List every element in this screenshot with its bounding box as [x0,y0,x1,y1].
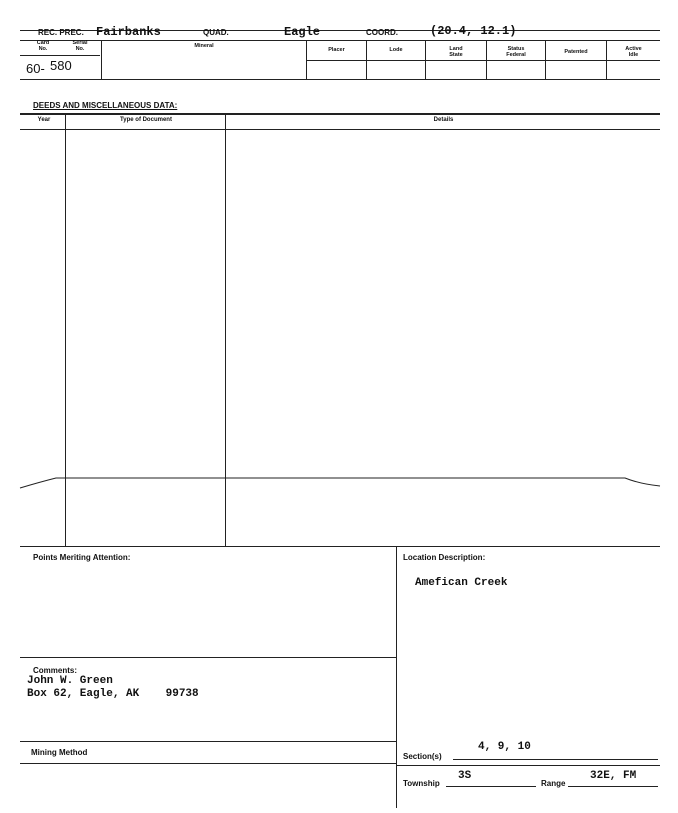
comments-label: Comments: [33,666,78,675]
land-status-header [426,46,486,58]
rec-prec-label: REC. PREC. [38,28,84,37]
range-label: Range [541,779,566,788]
deeds-type-header: Type of Document [120,117,172,123]
serial-no-header-line1: Serial [72,40,88,46]
range-underline [568,786,658,787]
header-divider-placer [306,40,307,79]
township-value: 3S [458,770,472,782]
serial-no-header-line2: No. [75,46,85,52]
rec-prec-value: Fairbanks [96,25,161,39]
range-value: 32E, FM [590,770,637,782]
serial-no-header [60,40,100,52]
quad-label: QUAD. [203,28,229,37]
card-no-header-line2: No. [38,46,48,52]
status-federal-header-line2: Federal [506,52,526,58]
header-divider-patented [545,40,546,79]
section-value: 4, 9, 10 [478,741,531,753]
header-label-rule [20,55,100,56]
patented-header: Patented [564,49,588,55]
status-federal-header-line1: Status [507,46,525,52]
deeds-year-header: Year [37,117,51,123]
land-status-header-line1: Land [449,46,463,52]
location-label: Location Description: [403,553,486,562]
mining-method-label: Mining Method [31,748,88,757]
header-bottom-rule [20,79,660,80]
coord-label: COORD. [366,28,398,37]
coord-value: (20.4, 12.1) [430,24,517,38]
township-top-rule [396,765,660,766]
township-underline [446,786,536,787]
card-no-value: 60- [26,61,45,76]
placer-header: Placer [328,47,345,53]
comments-line2: Box 62, Eagle, AK 99738 [27,688,199,700]
header-divider-lode [366,40,367,79]
township-label: Township [403,779,440,788]
header-sub-rule [20,40,660,41]
deeds-section-title: DEEDS AND MISCELLANEOUS DATA: [33,101,178,110]
card-no-header [26,40,60,52]
land-status-header-line2: State [449,52,463,58]
deeds-details-header: Details [433,117,454,123]
comments-line1: John W. Green [27,675,113,687]
status-federal-header [487,46,545,58]
paper-fold-line [0,468,678,498]
serial-no-value: 580 [50,58,72,73]
mining-method-bottom-rule [20,763,396,764]
section-underline [453,759,658,760]
active-idle-header [607,46,660,58]
comments-top-rule [20,657,396,658]
deeds-top-rule [20,113,660,115]
header-divider-federal [486,40,487,79]
lower-center-divider [396,546,397,808]
lode-header: Lode [389,47,403,53]
deeds-bottom-rule [20,546,660,547]
header-divider-serial [101,40,102,79]
deeds-header-rule [20,129,660,130]
quad-value: Eagle [284,25,321,39]
header-divider-land [425,40,426,79]
location-value: Amefican Creek [415,577,508,589]
points-label: Points Meriting Attention: [33,553,131,562]
mining-method-top-rule [20,741,396,742]
card-no-header-line1: Card [36,40,50,46]
mineral-header: Mineral [194,43,214,49]
active-idle-header-line2: Idle [628,52,639,58]
section-label: Section(s) [403,752,442,761]
paper-fold-stroke [20,478,660,488]
header-divider-active [606,40,607,79]
active-idle-header-line1: Active [625,46,642,52]
